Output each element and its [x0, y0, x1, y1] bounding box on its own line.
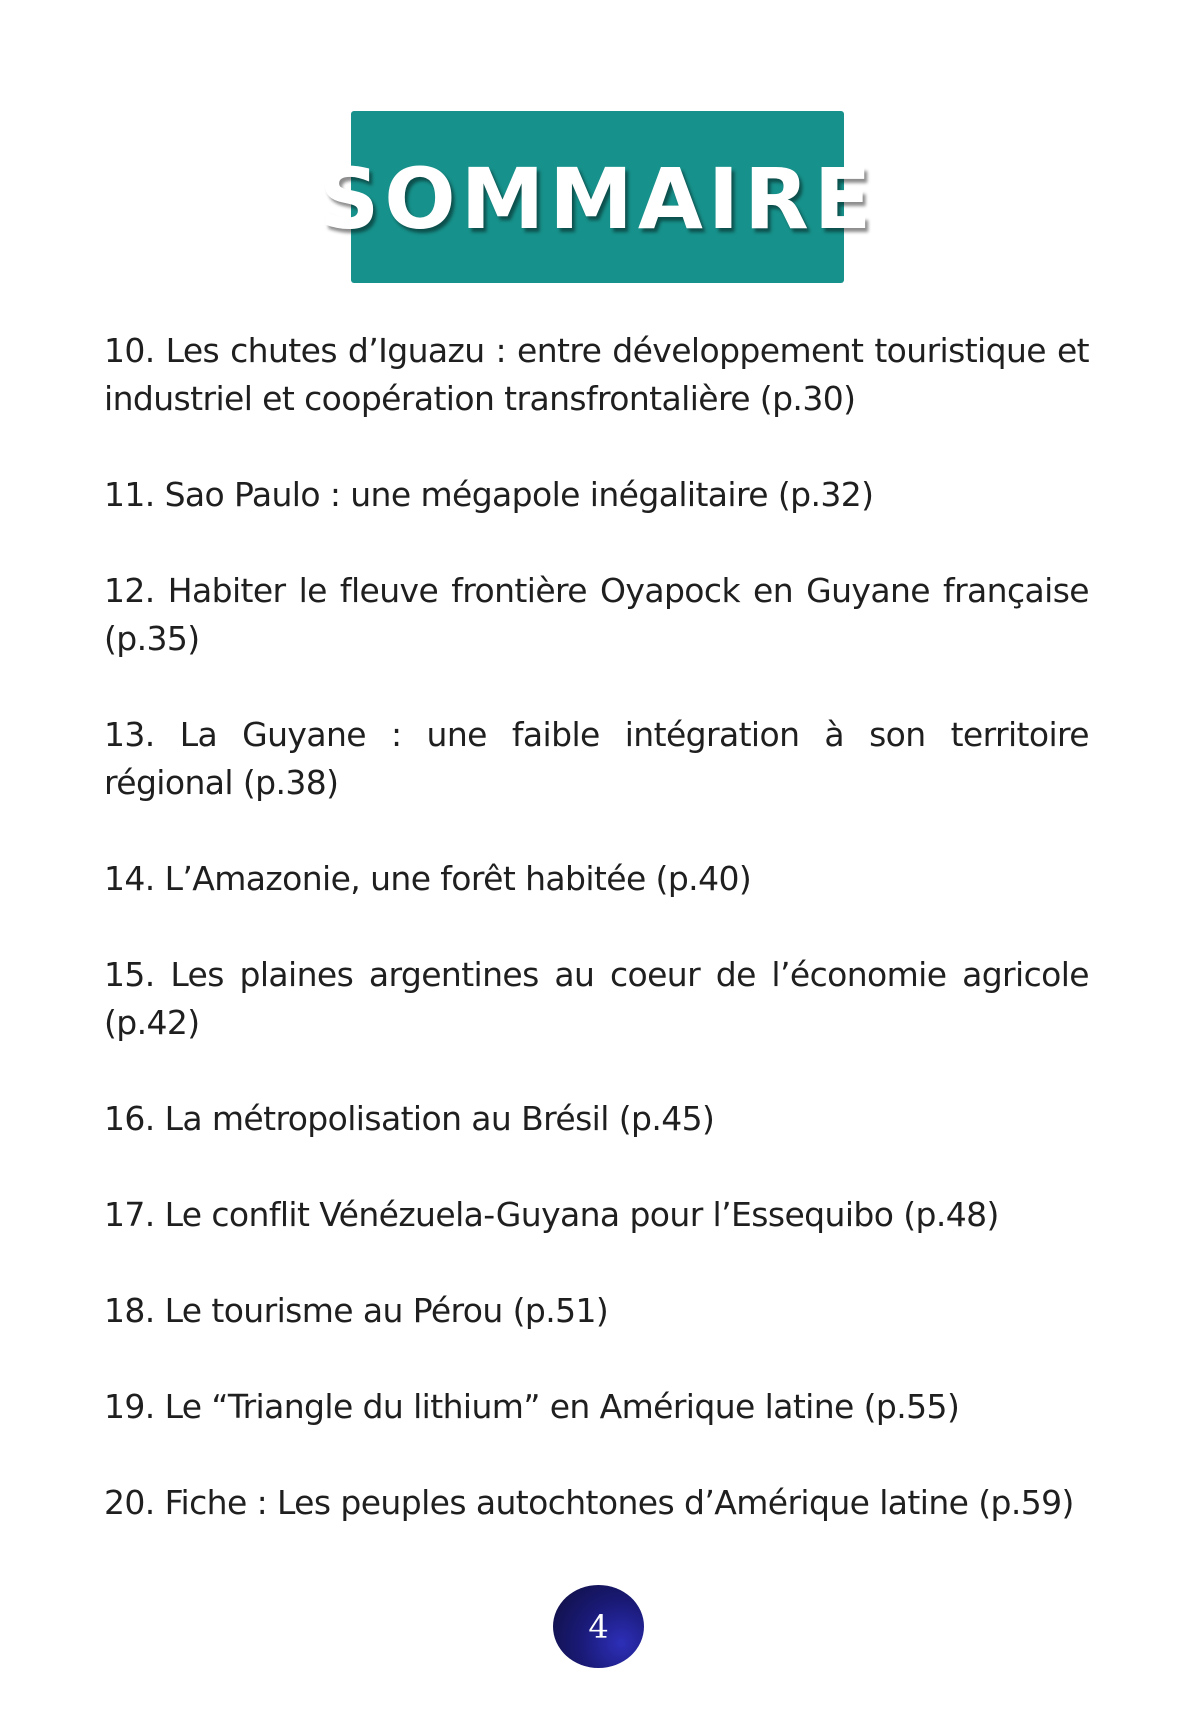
- toc-item-16: 16. La métropolisation au Brésil (p.45): [104, 1099, 715, 1138]
- page-title: SOMMAIRE: [318, 150, 877, 248]
- toc-item-17: 17. Le conflit Vénézuela-Guyana pour l’Essequibo (p.48): [104, 1195, 999, 1234]
- title-banner: [318, 111, 877, 283]
- toc-item-11: 11. Sao Paulo : une mégapole inégalitaire (p.32): [104, 475, 874, 514]
- toc-item-12: 12. Habiter le fleuve frontière Oyapock en Guyane française (p.35): [104, 571, 1089, 658]
- toc-item-14: 14. L’Amazonie, une forêt habitée (p.40): [104, 859, 752, 898]
- page-number-badge: [553, 1585, 644, 1668]
- toc-item-18: 18. Le tourisme au Pérou (p.51): [104, 1291, 609, 1330]
- page-number: 4: [588, 1607, 609, 1646]
- toc-item-19: 19. Le “Triangle du lithium” en Amérique latine (p.55): [104, 1387, 960, 1426]
- toc-item-10: 10. Les chutes d’Iguazu : entre développement touristique et industriel et coopération transfrontalière (p.30): [104, 331, 1089, 418]
- toc-item-15: 15. Les plaines argentines au coeur de l’économie agricole (p.42): [104, 955, 1089, 1042]
- table-of-contents: [104, 327, 1089, 1575]
- toc-item-13: 13. La Guyane : une faible intégration à son territoire régional (p.38): [104, 715, 1089, 802]
- toc-item-20: 20. Fiche : Les peuples autochtones d’Amérique latine (p.59): [104, 1483, 1074, 1522]
